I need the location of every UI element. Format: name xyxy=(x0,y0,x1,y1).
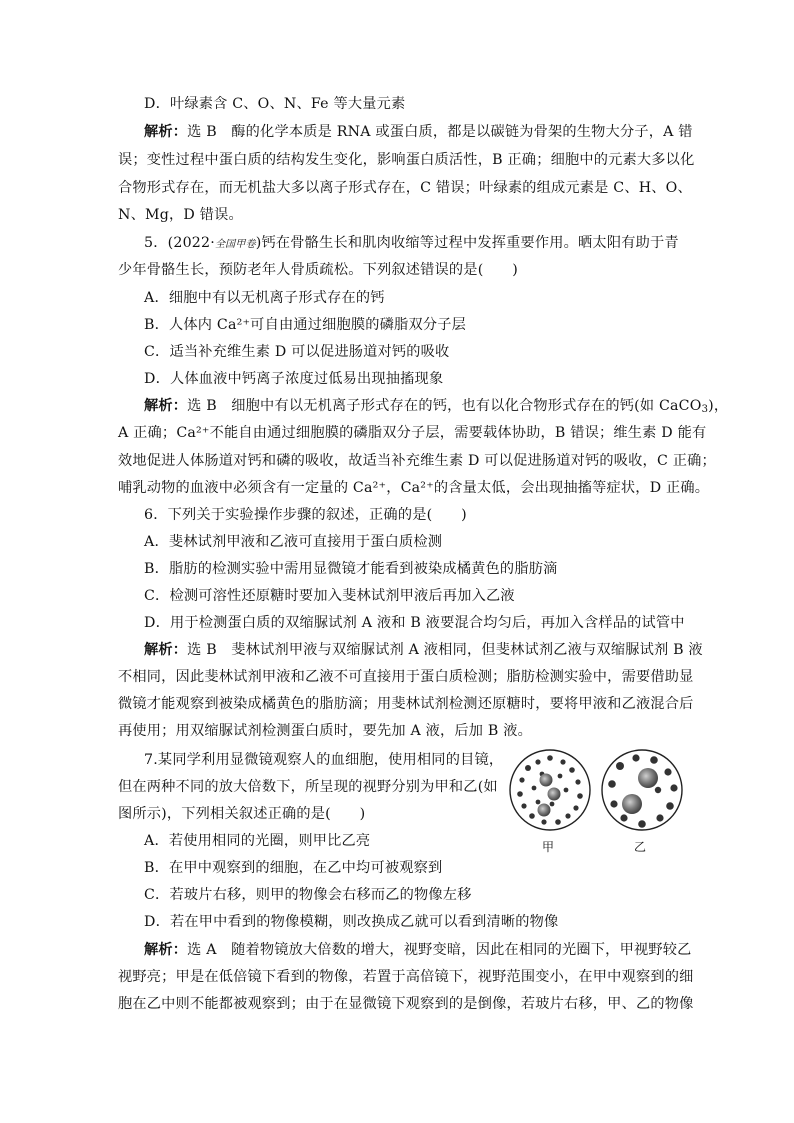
q4-answer-line-2: 误；变性过程中蛋白质的结构发生变化，影响蛋白质活性，B 正确；细胞中的元素大多以化 xyxy=(118,152,695,168)
q4-option-d: D．叶绿素含 C、O、N、Fe 等大量元素 xyxy=(144,96,406,112)
q4-answer-line-4: N、Mg，D 错误。 xyxy=(118,207,243,223)
q7-stem-line-3: 图所示)，下列相关叙述正确的是( ) xyxy=(118,806,366,822)
q7-answer-line-2: 视野亮；甲是在低倍镜下看到的物像，若置于高倍镜下，视野范围变小，在甲中观察到的细 xyxy=(118,969,694,985)
q5-answer-line-1 xyxy=(144,396,729,420)
q6-answer-label: 解析： xyxy=(144,642,188,658)
q5-answer-line-2: A 正确；Ca²⁺不能自由通过细胞膜的磷脂双分子层，需要载体协助，B 错误；维生素 D 能有 xyxy=(118,425,707,441)
q5-option-c: C．适当补充维生素 D 可以促进肠道对钙的吸收 xyxy=(144,344,450,360)
microscope-fields-figure xyxy=(508,748,686,848)
q5-stem-line-1 xyxy=(144,233,704,255)
q6-option-b: B．脂肪的检测实验中需用显微镜才能看到被染成橘黄色的脂肪滴 xyxy=(144,561,558,577)
q7-stem-line-1: 7.某同学利用显微镜观察人的血细胞，使用相同的目镜， xyxy=(144,752,504,768)
q5-stem-line-2: 少年骨骼生长，预防老年人骨质疏松。下列叙述错误的是( ) xyxy=(118,262,518,278)
q6-answer-line-3: 微镜才能观察到被染成橘黄色的脂肪滴；用斐林试剂检测还原糖时，要将甲液和乙液混合后 xyxy=(118,696,694,712)
figure-label-jia: 甲 xyxy=(542,840,555,854)
q5-answer-line-4: 哺乳动物的血液中必须含有一定量的 Ca²⁺，Ca²⁺的含量太低，会出现抽搐等症状，D 正确。 xyxy=(118,480,710,496)
q6-answer-line-1 xyxy=(144,640,704,660)
q5-number: 5．(2022· xyxy=(144,235,215,251)
q6-stem: 6．下列关于实验操作步骤的叙述，正确的是( ) xyxy=(144,507,467,523)
field-jia xyxy=(510,750,590,830)
q5-option-d: D．人体血液中钙离子浓度过低易出现抽搐现象 xyxy=(144,371,444,387)
q7-answer-label: 解析： xyxy=(144,942,188,958)
q6-answer-line-4: 再使用；用双缩脲试剂检测蛋白质时，要先加 A 液，后加 B 液。 xyxy=(118,723,532,739)
q4-answer-label: 解析： xyxy=(144,124,188,140)
q6-option-c: C．检测可溶性还原糖时要加入斐林试剂甲液后再加入乙液 xyxy=(144,588,515,604)
q4-answer-line-1 xyxy=(144,122,704,142)
q5-answer-text-end: )， xyxy=(708,398,729,414)
q5-option-b: B．人体内 Ca²⁺可自由通过细胞膜的磷脂双分子层 xyxy=(144,317,466,333)
q6-option-a: A．斐林试剂甲液和乙液可直接用于蛋白质检测 xyxy=(144,534,443,550)
q6-answer-line-2: 不相同，因此斐林试剂甲液和乙液不可直接用于蛋白质检测；脂肪检测实验中，需要借助显 xyxy=(118,669,694,685)
q5-stem-text: )钙在骨骼生长和肌肉收缩等过程中发挥重要作用。晒太阳有助于青 xyxy=(255,235,679,251)
q5-answer-text: 选 B 细胞中有以无机离子形式存在的钙，也有以化合物形式存在的钙(如 CaCO xyxy=(187,398,702,414)
q7-stem-line-2: 但在两种不同的放大倍数下，所呈现的视野分别为甲和乙(如 xyxy=(118,779,498,795)
q7-answer-text: 选 A 随着物镜放大倍数的增大，视野变暗，因此在相同的光圈下，甲视野较乙 xyxy=(187,942,692,958)
q7-option-c: C．若玻片右移，则甲的物像会右移而乙的物像左移 xyxy=(144,887,472,903)
q7-option-b: B．在甲中观察到的细胞，在乙中均可被观察到 xyxy=(144,860,443,876)
q4-answer-line-3: 合物形式存在，而无机盐大多以离子形式存在，C 错误；叶绿素的组成元素是 C、H、O、 xyxy=(118,180,692,196)
q7-answer-line-1 xyxy=(144,940,704,960)
q6-option-d: D．用于检测蛋白质的双缩脲试剂 A 液和 B 液要混合均匀后，再加入含样品的试管中 xyxy=(144,615,685,631)
q5-source: 全国甲卷 xyxy=(214,239,256,250)
q5-answer-subscript: 3 xyxy=(701,404,709,415)
figure-label-yi: 乙 xyxy=(634,840,647,854)
q5-answer-label: 解析： xyxy=(144,398,188,414)
q6-answer-text: 选 B 斐林试剂甲液与双缩脲试剂 A 液相同，但斐林试剂乙液与双缩脲试剂 B 液 xyxy=(187,642,703,658)
q5-option-a: A．细胞中有以无机离子形式存在的钙 xyxy=(144,290,385,306)
field-yi xyxy=(602,750,682,830)
q4-answer-text: 选 B 酶的化学本质是 RNA 或蛋白质，都是以碳链为骨架的生物大分子，A 错 xyxy=(187,124,693,140)
q7-option-a: A．若使用相同的光圈，则甲比乙亮 xyxy=(144,833,371,849)
q7-answer-line-3: 胞在乙中则不能都被观察到；由于在显微镜下观察到的是倒像，若玻片右移，甲、乙的物像 xyxy=(118,996,694,1012)
q7-option-d: D．若在甲中看到的物像模糊，则改换成乙就可以看到清晰的物像 xyxy=(144,914,559,930)
q5-answer-line-3: 效地促进人体肠道对钙和磷的吸收，故适当补充维生素 D 可以促进肠道对钙的吸收，C 正确； xyxy=(118,453,716,469)
